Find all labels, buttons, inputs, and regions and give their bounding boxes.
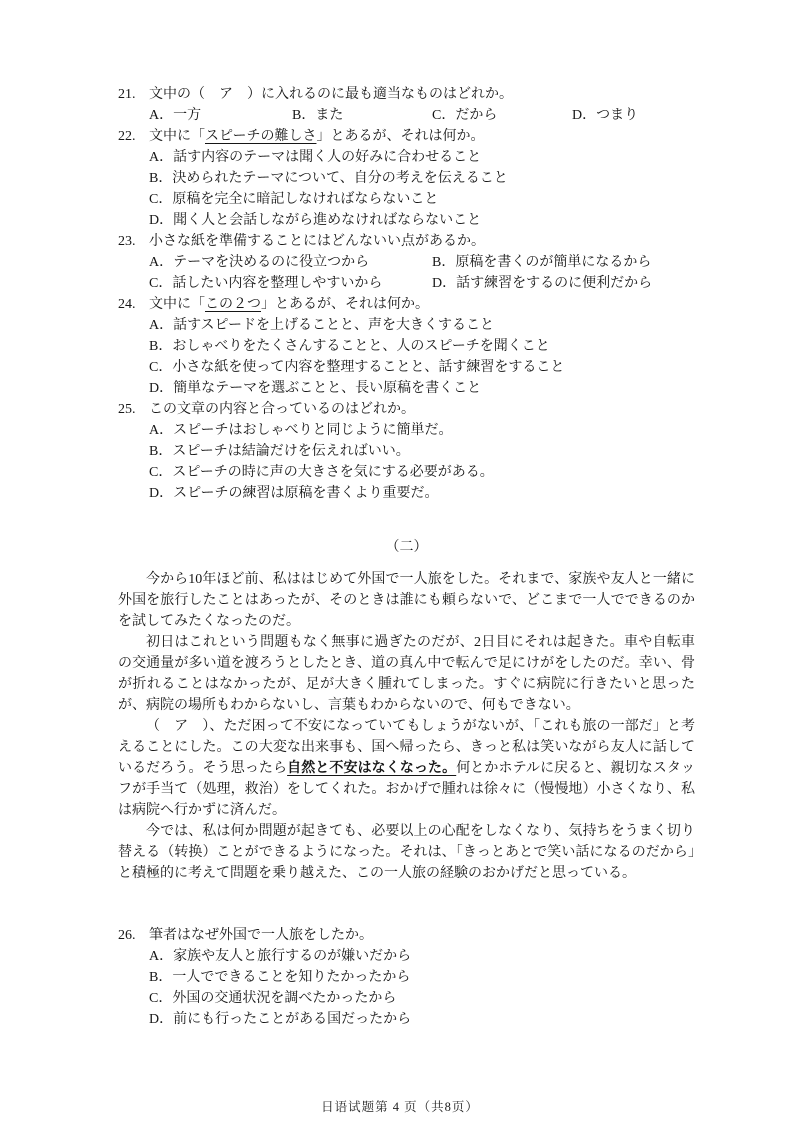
option-26-c: C．外国の交通状況を調べたかったから (149, 991, 397, 1006)
question-21-stem-row (118, 84, 695, 105)
option-21-b: B．また (292, 108, 344, 123)
section-title: （二） (385, 540, 428, 555)
passage-paragraph-4: 今では、私は何か問題が起きても、必要以上の心配をしなくなり、気持ちをうまく切り替える（转换）ことができるようになった。それは、「きっとあとで笑い話になるのだから」と積極的に考えて問題を乗り越えた、この一人旅の経験のおかげだと思っている。 (118, 824, 695, 881)
option-22-c: C．原稿を完全に暗記しなければならないこと (149, 192, 439, 207)
question-26-stem-row (118, 925, 695, 946)
option-26-a: A．家族や友人と旅行するのが嫌いだから (149, 949, 412, 964)
question-22-stem-row (118, 126, 695, 147)
question-26-number: 26. (118, 928, 136, 943)
option-24-d: D．簡単なテーマを選ぶことと、長い原稿を書くこと (149, 381, 482, 396)
exam-content (118, 84, 695, 1030)
question-22-text-pre: 文中に「 (149, 129, 205, 144)
question-24 (118, 294, 695, 399)
question-22-underlined-phrase: スピーチの難しさ (205, 129, 317, 144)
option-24-c: C．小さな紙を使って内容を整理することと、話す練習をすること (149, 360, 565, 375)
option-21-d: D．つまり (572, 108, 639, 123)
passage-paragraph-3-post: 何とかホテルに戻ると、親切なスタッフが手当て（処理，救治）をしてくれた。おかげで腫れは徐々に（慢慢地）小さくなり、私は病院へ行かずに済んだ。 (118, 761, 695, 818)
option-25-d: D．スピーチの練習は原稿を書くより重要だ。 (149, 486, 439, 501)
option-23-c: C．話したい内容を整理しやすいから (149, 276, 383, 291)
question-22 (118, 126, 695, 231)
passage-paragraph-2: 初日はこれという問題もなく無事に過ぎたのだが、2日目にそれは起きた。車や自転車の交通量が多い道を渡ろうとしたとき、道の真ん中で転んで足にけがをしたのだ。幸い、骨が折れることはなかったが、足が大きく腫れてしまった。すぐに病院に行きたいと思ったが、病院の場所もわからないし、言葉もわからないので、何もできない。 (118, 635, 695, 713)
question-24-text (149, 294, 695, 315)
option-22-b: B．決められたテーマについて、自分の考えを伝えること (149, 171, 508, 186)
question-26-text: 筆者はなぜ外国で一人旅をしたか。 (149, 928, 373, 943)
question-24-text-post: 」とあるが、それは何か。 (261, 297, 429, 312)
question-21-text: 文中の（ ア ）に入れるのに最も適当なものはどれか。 (149, 87, 513, 102)
question-23-options (118, 252, 695, 294)
option-22-d: D．聞く人と会話しながら進めなければならないこと (149, 213, 482, 228)
option-21-c: C．だから (432, 108, 498, 123)
question-23-stem-row (118, 231, 695, 252)
passage-paragraph-3-pre: （ ア ）、ただ困って不安になっていてもしょうがないが、「これも旅の一部だ」と考えることにした。この大変な出来事も、国へ帰ったら、きっと私は笑いながら友人に話しているだろう。そう思ったら (118, 719, 695, 776)
question-25-stem-row (118, 399, 695, 420)
option-22-a: A．話す内容のテーマは聞く人の好みに合わせること (149, 150, 482, 165)
option-26-b: B．一人でできることを知りたかったから (149, 970, 411, 985)
passage-paragraph-3 (118, 716, 695, 821)
option-24-b: B．おしゃべりをたくさんすることと、人のスピーチを聞くこと (149, 339, 550, 354)
option-23-d: D．話す練習をするのに便利だから (432, 276, 653, 291)
reading-passage (118, 569, 695, 884)
question-21-number: 21. (118, 87, 136, 102)
passage-emphasized-phrase: 自然と不安はなくなった。 (287, 761, 457, 776)
question-25-text: この文章の内容と合っているのはどれか。 (149, 402, 415, 417)
option-25-c: C．スピーチの時に声の大きさを気にする必要がある。 (149, 465, 494, 480)
question-24-stem-row (118, 294, 695, 315)
question-26 (118, 925, 695, 1030)
question-26-options (118, 946, 695, 1030)
page-footer: 日语试题第 4 页（共8页） (321, 1100, 479, 1114)
question-22-number: 22. (118, 129, 136, 144)
question-24-options (118, 315, 695, 399)
option-21-a: A．一方 (149, 108, 202, 123)
option-23-b: B．原稿を書くのが簡単になるから (432, 255, 652, 270)
option-25-a: A．スピーチはおしゃべりと同じように簡単だ。 (149, 423, 453, 438)
question-25 (118, 399, 695, 504)
option-26-d: D．前にも行ったことがある国だったから (149, 1012, 412, 1027)
question-24-text-pre: 文中に「 (149, 297, 205, 312)
question-21 (118, 84, 695, 126)
option-25-b: B．スピーチは結論だけを伝えればいい。 (149, 444, 410, 459)
option-23-a: A．テーマを決めるのに役立つから (149, 255, 370, 270)
question-23 (118, 231, 695, 294)
question-22-text (149, 126, 695, 147)
question-24-underlined-phrase: この２つ (205, 297, 261, 312)
question-22-text-post: 」とあるが、それは何か。 (316, 129, 485, 144)
question-21-options (118, 105, 695, 126)
option-24-a: A．話すスピードを上げることと、声を大きくすること (149, 318, 494, 333)
question-25-number: 25. (118, 402, 136, 417)
question-24-number: 24. (118, 297, 136, 312)
question-25-options (118, 420, 695, 504)
question-22-options (118, 147, 695, 231)
passage-paragraph-1: 今から10年ほど前、私ははじめて外国で一人旅をした。それまで、家族や友人と一緒に外国を旅行したことはあったが、そのときは誰にも頼らないで、どこまで一人でできるのかを試してみたくなったのだ。 (118, 572, 695, 629)
question-23-number: 23. (118, 234, 136, 249)
question-23-text: 小さな紙を準備することにはどんないい点があるか。 (149, 234, 485, 249)
